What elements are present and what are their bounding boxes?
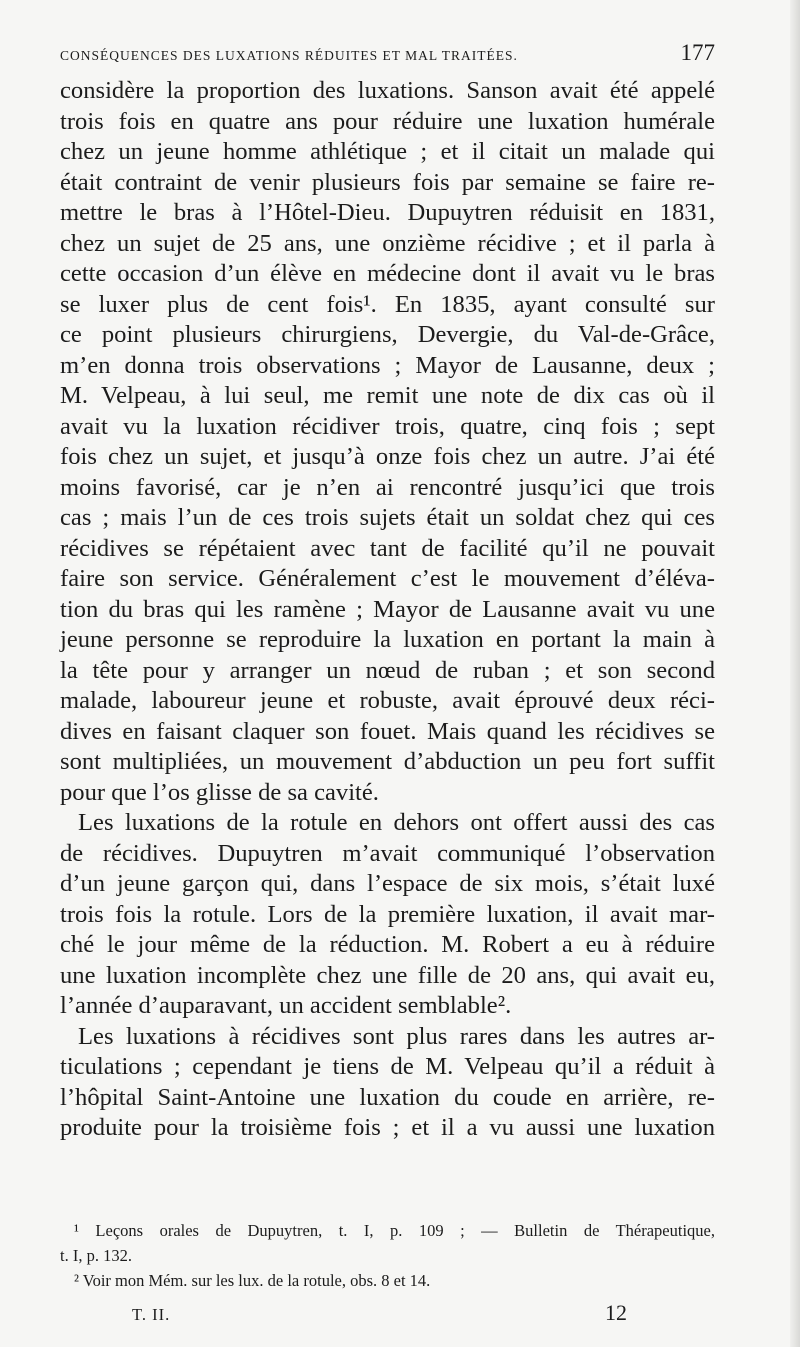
text-line: se luxer plus de cent fois¹. En 1835, ayant consulté sur: [60, 290, 715, 318]
page-number: 177: [680, 40, 715, 65]
text-line: d’un jeune garçon qui, dans l’espace de six mois, s’était luxé: [60, 870, 715, 897]
page-footer: [132, 1300, 627, 1326]
text-line: récidives se répétaient avec tant de facilité qu’il ne pouvait: [60, 534, 715, 562]
text-line: Les luxations de la rotule en dehors ont offert aussi des cas: [78, 809, 715, 836]
text-line: sont multipliées, un mouvement d’abduction un peu fort suffit: [60, 748, 715, 775]
body-text: [60, 76, 715, 1144]
text-line: chez un sujet de 25 ans, une onzième récidive ; et il parla à: [60, 229, 715, 257]
scan-edge: [790, 0, 800, 1347]
volume-signature: T. II.: [132, 1305, 171, 1324]
text-line: trois fois la rotule. Lors de la première luxation, il avait mar-: [60, 900, 715, 928]
text-line: produite pour la troisième fois ; et il a vu aussi une luxation: [60, 1114, 715, 1141]
text-line: ché le jour même de la réduction. M. Robert a eu à réduire: [60, 931, 715, 958]
text-line: avait vu la luxation récidiver trois, quatre, cinq fois ; sept: [60, 412, 715, 440]
text-line: faire son service. Généralement c’est le mouvement d’éléva-: [60, 565, 715, 592]
page-header: [60, 40, 715, 70]
text-line: chez un jeune homme athlétique ; et il citait un malade qui: [60, 138, 715, 165]
signature-number: 12: [605, 1300, 627, 1325]
text-line: ticulations ; cependant je tiens de M. Velpeau qu’il a réduit à: [60, 1053, 715, 1080]
text-line: pour que l’os glisse de sa cavité.: [60, 778, 379, 806]
text-line: ce point plusieurs chirurgiens, Devergie, du Val-de-Grâce,: [60, 321, 715, 348]
text-line: cas ; mais l’un de ces trois sujets était un soldat chez qui ces: [60, 504, 715, 531]
text-line: trois fois en quatre ans pour réduire une luxation humérale: [60, 107, 715, 135]
text-line: jeune personne se reproduire la luxation en portant la main à: [60, 626, 715, 653]
text-line: moins favorisé, car je n’en ai rencontré jusqu’ici que trois: [60, 473, 715, 501]
text-line: cette occasion d’un élève en médecine dont il avait vu le bras: [60, 260, 715, 287]
text-line: malade, laboureur jeune et robuste, avait éprouvé deux réci-: [60, 687, 715, 714]
text-line: considère la proportion des luxations. Sanson avait été appelé: [60, 77, 715, 104]
text-line: était contraint de venir plusieurs fois par semaine se faire re-: [60, 168, 715, 196]
text-line: de récidives. Dupuytren m’avait communiqué l’observation: [60, 839, 715, 867]
running-head: CONSÉQUENCES DES LUXATIONS RÉDUITES ET MAL TRAITÉES.: [60, 48, 518, 63]
text-line: l’année d’auparavant, un accident semblable².: [60, 992, 512, 1019]
text-line: dives en faisant claquer son fouet. Mais quand les récidives se: [60, 717, 715, 745]
text-line: tion du bras qui les ramène ; Mayor de Lausanne avait vu une: [60, 595, 715, 623]
footnote-line: t. I, p. 132.: [60, 1246, 132, 1265]
footnote-line: ² Voir mon Mém. sur les lux. de la rotule, obs. 8 et 14.: [74, 1271, 431, 1290]
footnote-line: ¹ Leçons orales de Dupuytren, t. I, p. 109 ; — Bulletin de Thérapeutique,: [74, 1221, 715, 1240]
text-line: m’en donna trois observations ; Mayor de Lausanne, deux ;: [60, 351, 715, 379]
text-line: mettre le bras à l’Hôtel-Dieu. Dupuytren réduisit en 1831,: [60, 199, 715, 226]
text-line: Les luxations à récidives sont plus rares dans les autres ar-: [78, 1022, 715, 1050]
text-line: fois chez un sujet, et jusqu’à onze fois chez un autre. J’ai été: [60, 443, 715, 470]
text-line: M. Velpeau, à lui seul, me remit une note de dix cas où il: [60, 382, 715, 409]
text-line: la tête pour y arranger un nœud de ruban ; et son second: [60, 656, 715, 684]
text-line: l’hôpital Saint-Antoine une luxation du coude en arrière, re-: [60, 1083, 715, 1111]
footnotes: [60, 1218, 715, 1293]
text-line: une luxation incomplète chez une fille de 20 ans, qui avait eu,: [60, 961, 715, 989]
